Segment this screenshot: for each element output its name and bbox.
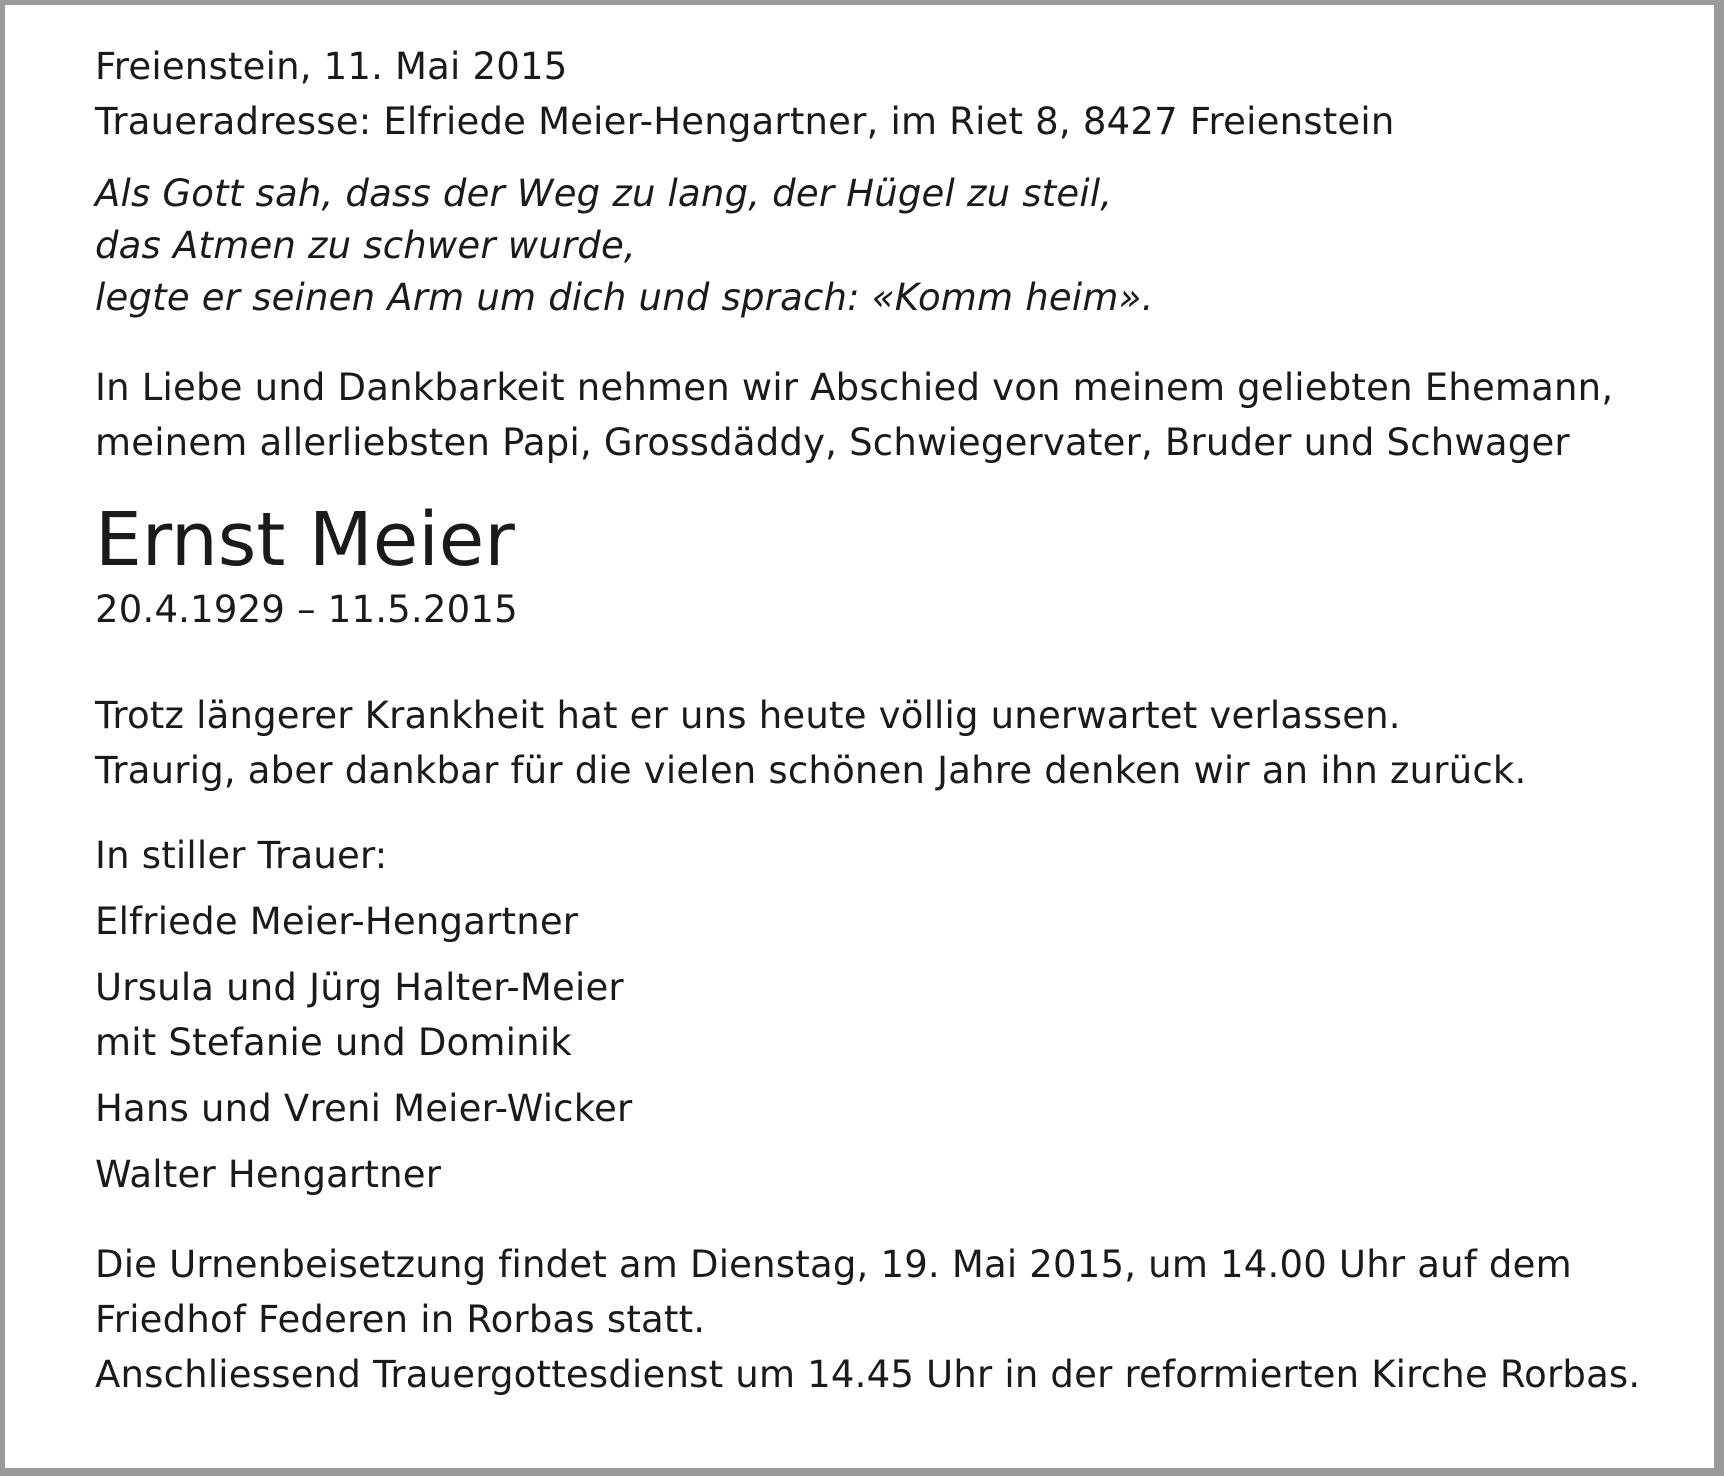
ceremony-line: Anschliessend Trauergottesdienst um 14.45 Uhr in der reformierten Kirche Rorbas. <box>95 1353 1641 1396</box>
mourners-list <box>95 894 1695 1202</box>
mourner-entry: Ursula und Jürg Halter-Meier <box>95 966 624 1009</box>
ceremony-line: Die Urnenbeisetzung findet am Dienstag, 19. Mai 2015, um 14.00 Uhr auf dem <box>95 1243 1572 1286</box>
mourner-entry: Hans und Vreni Meier-Wicker <box>95 1087 633 1130</box>
mourning-address: Traueradresse: Elfriede Meier-Hengartner, im Riet 8, 8427 Freienstein <box>95 100 1395 143</box>
life-dates: 20.4.1929 – 11.5.2015 <box>95 588 518 631</box>
place-date: Freienstein, 11. Mai 2015 <box>95 45 568 88</box>
intro-line: meinem allerliebsten Papi, Grossdäddy, Schwiegervater, Bruder und Schwager <box>95 421 1570 464</box>
mourner-entry: Elfriede Meier-Hengartner <box>95 900 579 943</box>
mourner-entry-detail: mit Stefanie und Dominik <box>95 1021 572 1064</box>
ceremony-line: Friedhof Federen in Rorbas statt. <box>95 1298 706 1341</box>
mourner-entry: Walter Hengartner <box>95 1153 442 1196</box>
intro-line: In Liebe und Dankbarkeit nehmen wir Abschied von meinem geliebten Ehemann, <box>95 366 1614 409</box>
obituary-content <box>95 39 1695 1402</box>
mourners-heading: In stiller Trauer: <box>95 834 388 877</box>
farewell-message <box>95 688 1695 798</box>
verse-line: Als Gott sah, dass der Weg zu lang, der Hügel zu steil, <box>95 172 1113 215</box>
ceremony-info <box>95 1237 1695 1402</box>
verse-line: legte er seinen Arm um dich und sprach: «Komm heim». <box>95 276 1154 319</box>
message-line: Trotz längerer Krankheit hat er uns heute völlig unerwartet verlassen. <box>95 694 1401 737</box>
verse-line: das Atmen zu schwer wurde, <box>95 224 636 267</box>
message-line: Traurig, aber dankbar für die vielen schönen Jahre denken wir an ihn zurück. <box>95 749 1527 792</box>
verse <box>95 168 1695 324</box>
intro-text <box>95 360 1695 470</box>
deceased-name: Ernst Meier <box>95 497 515 583</box>
